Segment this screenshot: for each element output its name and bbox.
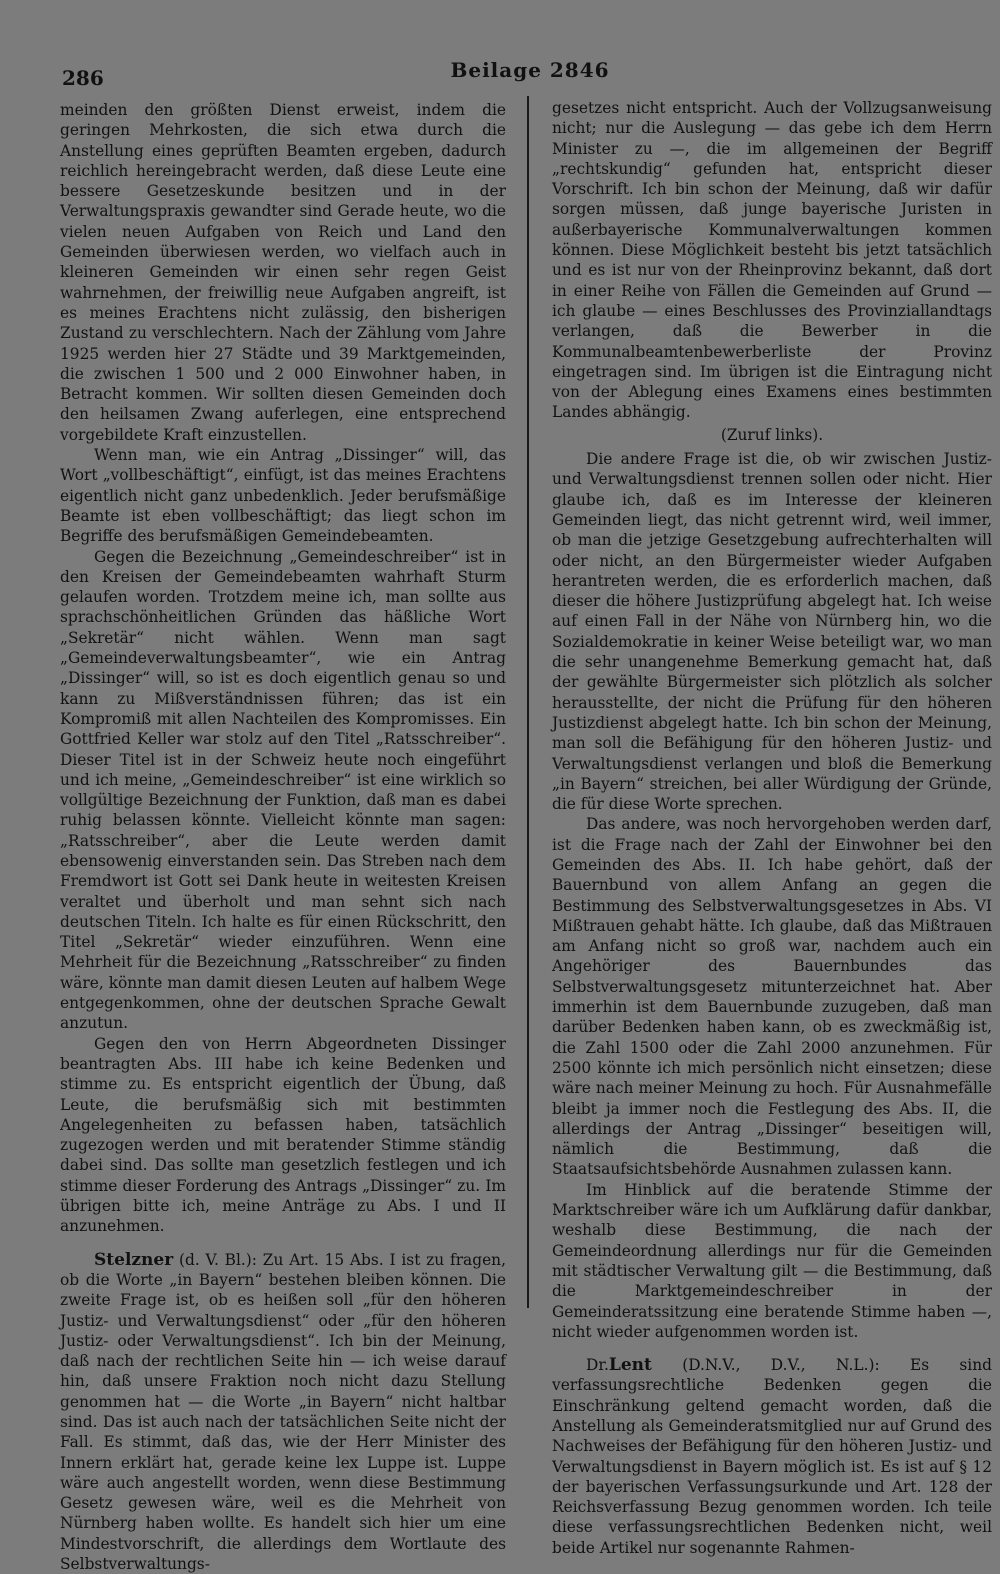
speech-text: (D.N.V., D.V., N.L.): Es sind verfassungsrechtliche Bedenken gegen die Einschränkung geltend gemacht worden, daß die Anstellung als Gemeinderatsmitglied nur auf Grund des Nachweises der Befähigung für den höheren Justiz- und Verwaltungsdienst in Bayern möglich ist. Es ist auf § 12 der bayerischen Verfassungsurkunde und Art. 128 der Reichsverfassung Bezug genommen worden. Ich teile diese verfassungsrechtlichen Bedenken nicht, weil beide Artikel nur sogenannte Rahmen- [552, 1356, 992, 1557]
speech-text: (d. V. Bl.): Zu Art. 15 Abs. I ist zu fragen, ob die Worte „in Bayern“ bestehen bleiben können. Die zweite Frage ist, ob es heißen soll „für den höheren Justiz- und Verwaltungsdienst“ oder „für den höheren Justiz- oder Verwaltungsdienst“. Ich bin der Meinung, daß nach der rechtlichen Seite hin — ich weise darauf hin, daß unsere Fraktion noch nicht dazu Stellung genommen hat — die Worte „in Bayern“ nicht haltbar sind. Das ist auch nach der tatsächlichen Seite nicht der Fall. Es stimmt, daß das, wie der Herr Minister des Innern erklärt hat, gerade keine lex Luppe ist. Luppe wäre auch angestellt worden, wenn diese Bestimmung Gesetz gewesen wäre, weil es die Mehrheit von Nürnberg haben wollte. Es handelt sich hier um eine Mindestvorschrift, die allerdings dem Wortlaute des Selbstverwaltungs- [60, 1250, 506, 1574]
paragraph: Die andere Frage ist die, ob wir zwischen Justiz- und Verwaltungsdienst trennen sollen oder nicht. Hier glaube ich, daß es im Interesse der kleineren Gemeinden liegt, das nicht getrennt wird, weil immer, ob man die jetzige Gesetzgebung aufrechterhalten will oder nicht, an den Bürgermeister wieder Aufgaben herantreten werden, die es erforderlich machen, daß dieser die höhere Justizprüfung abgelegt hat. Ich weise auf einen Fall in der Nähe von Nürnberg hin, wo die Sozialdemokratie in keiner Weise beteiligt war, wo man die sehr unangenehme Bemerkung gemacht hat, daß der gewählte Bürgermeister sich plötzlich als solcher herausstellte, der nicht die Prüfung für den höheren Justizdienst abgelegt hatte. Ich bin schon der Meinung, man soll die Befähigung für den höheren Justiz- und Verwaltungsdienst verlangen und bloß die Bemerkung „in Bayern“ streichen, bei aller Würdigung der Gründe, die für diese Worte sprechen. [552, 450, 992, 814]
paragraph: Im Hinblick auf die beratende Stimme der Marktschreiber wäre ich um Aufklärung dafür dankbar, weshalb diese Bestimmung, die nach der Gemeindeordnung allerdings nur für die Gemeinden mit städtischer Verwaltung gilt — die Bestimmung, daß die Marktgemeindeschreiber in der Gemeinderatssitzung eine beratende Stimme haben —, nicht wieder aufgenommen worden ist. [552, 1180, 992, 1341]
right-column [552, 98, 992, 1557]
paragraph: Wenn man, wie ein Antrag „Dissinger“ will, das Wort „vollbeschäftigt“, einfügt, ist das meines Erachtens eigentlich nicht ganz unbedenklich. Jeder berufsmäßige Beamte ist eben vollbeschäftigt; das liegt schon im Begriffe des berufsmäßigen Gemeindebeamten. [60, 446, 506, 546]
paragraph: gesetzes nicht entspricht. Auch der Vollzugsanweisung nicht; nur die Auslegung — das gebe ich dem Herrn Minister zu —, die im allgemeinen der Begriff „rechtskundig“ gefunden hat, entspricht dieser Vorschrift. Ich bin schon der Meinung, daß wir dafür sorgen müssen, daß junge bayerische Juristen in außerbayerische Kommunalverwaltungen kommen können. Diese Möglichkeit besteht bis jetzt tatsächlich und es ist nur von der Rheinprovinz bekannt, daß dort in einer Reihe von Fällen die Gemeinden auf Grund — ich glaube — eines Beschlusses des Provinziallandtags verlangen, daß die Bewerber in die Kommunalbeamtenbewerberliste der Provinz eingetragen sind. Im übrigen ist die Eintragung nicht von der Ablegung eines Examens eines bestimmten Landes abhängig. [552, 99, 992, 422]
speaker-prefix: Dr. [586, 1356, 609, 1375]
speech-paragraph [552, 1355, 992, 1558]
page-number: 286 [62, 66, 104, 90]
left-column [60, 100, 506, 1574]
paragraph: Gegen den von Herrn Abgeordneten Dissinger beantragten Abs. III habe ich keine Bedenken und stimme zu. Es entspricht eigentlich der Übung, daß Leute, die berufsmäßig sich mit bestimmten Angelegenheiten zu befassen haben, tatsächlich zugezogen werden und mit beratender Stimme ständig dabei sind. Das sollte man gesetzlich festlegen und ich stimme dieser Forderung des Antrags „Dissinger“ zu. Im übrigen bitte ich, meine Anträge zu Abs. I und II anzunehmen. [60, 1034, 506, 1236]
speaker-name: Stelzner [94, 1249, 174, 1270]
speech-paragraph [60, 1250, 506, 1574]
column-divider [527, 96, 529, 1308]
paragraph: Gegen die Bezeichnung „Gemeindeschreiber“ ist in den Kreisen der Gemeindebeamten wahrhaft Sturm gelaufen worden. Trotzdem meine ich, man sollte aus sprachschönheitlichen Gründen das häßliche Wort „Sekretär“ nicht wählen. Wenn man sagt „Gemeindeverwaltungsbeamter“, wie ein Antrag „Dissinger“ will, so ist es doch eigentlich genau so und kann zu Mißverständnissen führen; das ist ein Kompromiß mit allen Nachteilen des Kompromisses. Ein Gottfried Keller war stolz auf den Titel „Ratsschreiber“. Dieser Titel ist in der Schweiz heute noch eingeführt und ich meine, „Gemeindeschreiber“ ist eine wirklich so vollgültige Bezeichnung der Funktion, daß man es dabei ruhig belassen könnte. Vielleicht könnte man sagen: „Ratsschreiber“, aber die Leute werden damit ebensowenig einverstanden sein. Das Streben nach dem Fremdwort ist Gott sei Dank heute in weitesten Kreisen veraltet und überholt und man sehnt sich nach deutschen Titeln. Ich halte es für einen Rückschritt, den Titel „Sekretär“ wieder einzuführen. Wenn eine Mehrheit für die Bezeichnung „Ratsschreiber“ zu finden wäre, könnte man damit diesen Leuten auf halbem Wege entgegenkommen, ohne der deutschen Sprache Gewalt anzutun. [60, 547, 506, 1033]
paragraph: meinden den größten Dienst erweist, indem die geringen Mehrkosten, die sich etwa durch die Anstellung eines geprüften Beamten ergeben, dadurch reichlich hereingebracht werden, daß diese Leute eine bessere Gesetzeskunde besitzen und in der Verwaltungspraxis gewandter sind Gerade heute, wo die vielen neuen Aufgaben von Reich und Land den Gemeinden überwiesen werden, wo vielfach auch in kleineren Gemeinden wir einen sehr regen Geist wahrnehmen, der freiwillig neue Aufgaben angreift, ist es meines Erachtens nicht zulässig, den bisherigen Zustand zu verschlechtern. Nach der Zählung vom Jahre 1925 werden hier 27 Städte und 39 Marktgemeinden, die zwischen 1 500 und 2 000 Einwohner haben, in Betracht kommen. Wir sollten diesen Gemeinden doch den heilsamen Zwang auferlegen, eine entsprechend vorgebildete Kraft einzustellen. [60, 101, 506, 444]
paragraph: Das andere, was noch hervorgehoben werden darf, ist die Frage nach der Zahl der Einwohner bei den Gemeinden des Abs. II. Ich habe gehört, daß der Bauernbund von allem Anfang an gegen die Bestimmung des Selbstverwaltungsgesetzes in Abs. VI Mißtrauen gehabt hätte. Ich glaube, daß das Mißtrauen am Anfang nicht so groß war, nachdem auch ein Angehöriger des Bauernbundes das Selbstverwaltungsgesetz mitunterzeichnet hat. Aber immerhin ist dem Bauernbunde zuzugeben, daß man darüber Bedenken haben kann, ob es zweckmäßig ist, die Zahl 1500 oder die Zahl 2000 anzunehmen. Für 2500 könnte ich mich persönlich nicht einsetzen; diese wäre nach meiner Meinung zu hoch. Für Ausnahmefälle bleibt ja immer noch die Festlegung des Abs. II, die allerdings der Antrag „Dissinger“ beseitigen will, nämlich die Bestimmung, daß die Staatsaufsichtsbehörde Ausnahmen zulassen kann. [552, 815, 992, 1179]
speaker-name: Lent [608, 1355, 652, 1376]
page-header-title: Beilage 2846 [450, 58, 610, 82]
interjection: (Zuruf links). [720, 425, 824, 444]
